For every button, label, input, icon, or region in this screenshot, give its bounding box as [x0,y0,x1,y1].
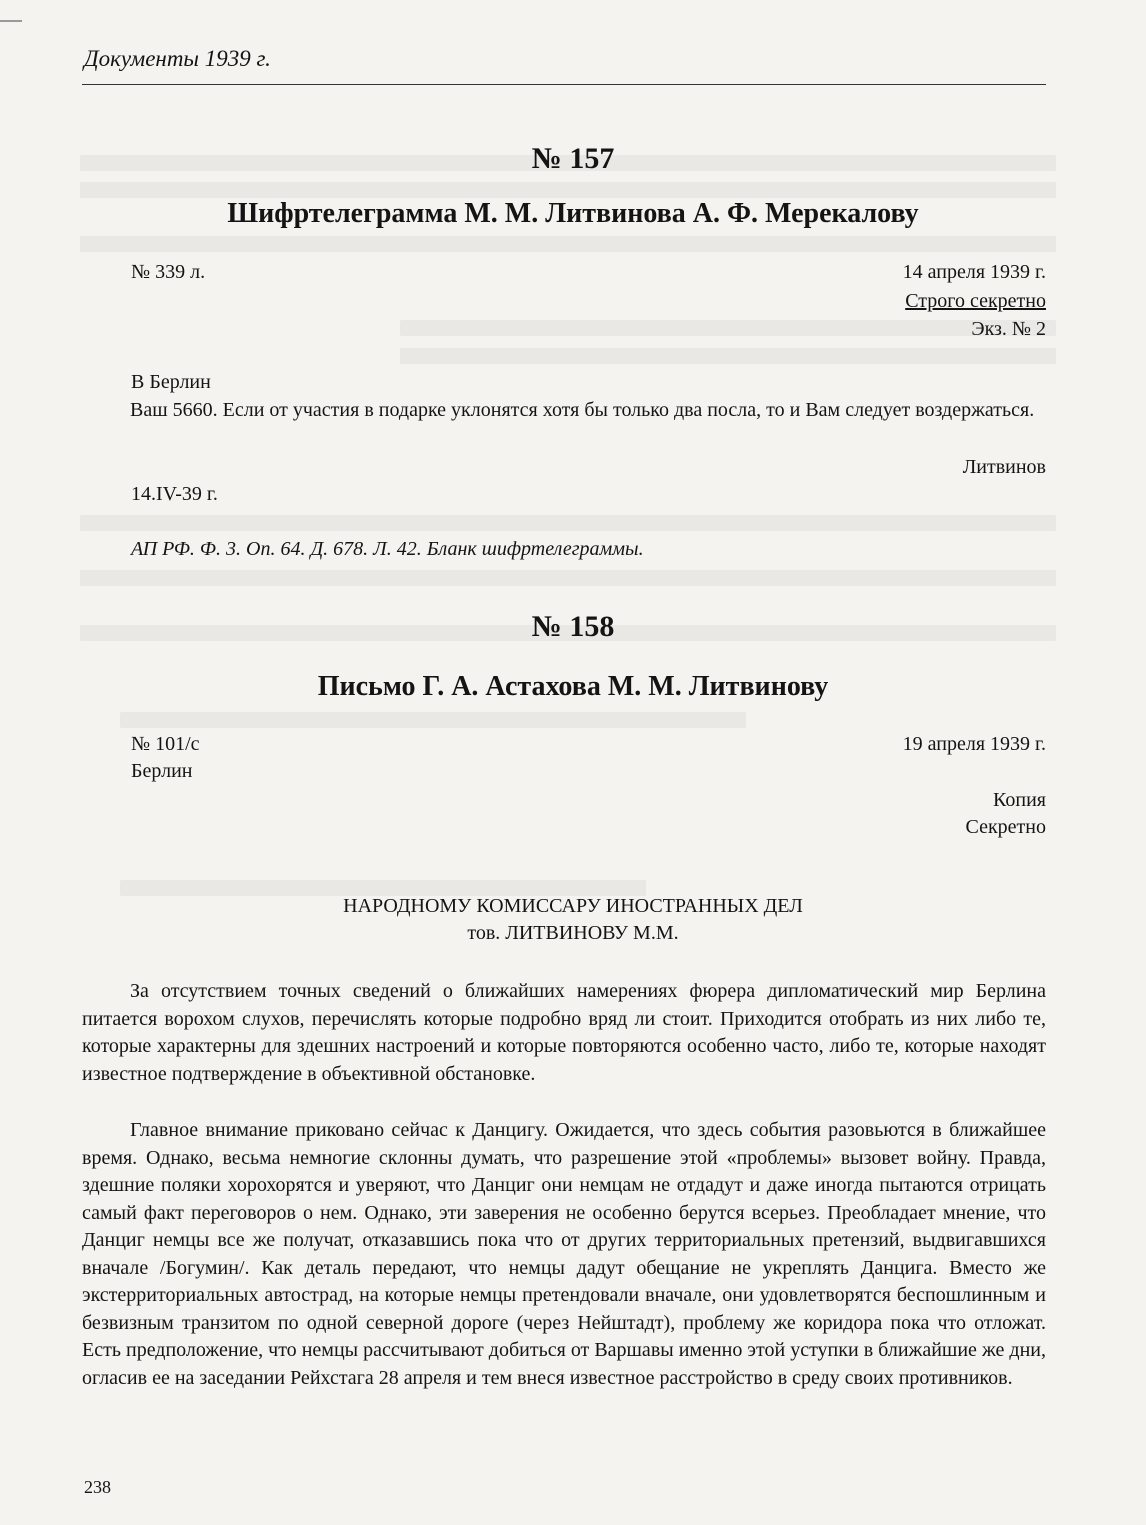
doc158-classification: Секретно [965,816,1046,838]
doc157-sign-date: 14.IV-39 г. [131,483,218,505]
doc158-addressee-line1: НАРОДНОМУ КОМИССАРУ ИНОСТРАННЫХ ДЕЛ [343,895,803,917]
bleed-through-line [120,880,646,896]
doc158-paragraph-1: За отсутствием точных сведений о ближайших намерениях фюрера дипломатический мир Берлина питается ворохом слухов, перечислять которые подробно вряд ли стоит. Приходится отобрать из них либо те, которые характерны для здешних настроений и которые повторяются особенно часто, либо те, которые находят известное подтверждение в объективной обстановке. [82,980,1046,1085]
doc158-addressee-line2: тов. ЛИТВИНОВУ М.М. [467,922,679,944]
doc157-signature: Литвинов [962,456,1046,478]
doc157-destination: В Берлин [131,371,211,393]
doc158-paragraph-2: Главное внимание приковано сейчас к Данцигу. Ожидается, что здесь события разовьются в ближайшее время. Однако, весьма немногие склонны думать, что разрешение этой «проблемы» вызовет войну. Правда, здешние поляки хорохорятся и уверяют, что Данциг они немцам не отдадут и даже иногда пытаются отрицать самый факт переговоров о нем. Однако, эти заверения не особенно берутся всерьез. Преобладает мнение, что Данциг немцы все же получат, отказавшись пока что от других территориальных претензий, выдвигавшихся вначале /Богумин/. Как деталь передают, что немцы дадут обещание не укреплять Данцига. Вместо же экстерриториальных автострад, на которые немцы претендовали вначале, они удовлетворятся беспошлинным и безвизным транзитом по одной северной дороге (через Нейштадт), проблему же коридора пока что отложат. Есть предположение, что немцы рассчитывают добиться от Варшавы именно этой уступки в ближайшие же дни, огласив ее на заседании Рейхстага 28 апреля и тем внеся известное расстройство в среду своих противников. [82,1119,1046,1389]
header-rule [82,84,1046,85]
bleed-through-line [120,712,746,728]
bleed-through-line [80,515,1056,531]
doc157-classification: Строго секретно [905,290,1046,312]
bleed-through-line [80,236,1056,252]
doc158-title: Письмо Г. А. Астахова М. М. Литвинову [317,671,829,702]
doc157-number: № 157 [531,142,615,175]
doc157-title: Шифртелеграмма М. М. Литвинова А. Ф. Мерекалову [227,198,919,229]
bleed-through-line [400,348,1056,364]
doc157-source: АП РФ. Ф. 3. Оп. 64. Д. 678. Л. 42. Бланк шифртелеграммы. [131,538,644,560]
doc158-place: Берлин [131,760,193,782]
doc158-number: № 158 [531,610,615,643]
bleed-through-line [400,320,1056,336]
doc157-copy: Экз. № 2 [971,318,1046,340]
doc158-copy-mark: Копия [993,789,1046,811]
doc157-ref-number: № 339 л. [131,261,206,283]
doc157-body: Ваш 5660. Если от участия в подарке уклонятся хотя бы только два посла, то и Вам следует воздержаться. [130,399,1035,421]
doc158-date: 19 апреля 1939 г. [902,733,1046,755]
bleed-through-line [80,570,1056,586]
doc157-date: 14 апреля 1939 г. [902,261,1046,283]
page-number: 238 [84,1477,111,1497]
scan-corner-mark [0,20,22,22]
bleed-through-line [80,182,1056,198]
doc158-ref-number: № 101/с [131,733,200,755]
running-head: Документы 1939 г. [84,46,271,71]
